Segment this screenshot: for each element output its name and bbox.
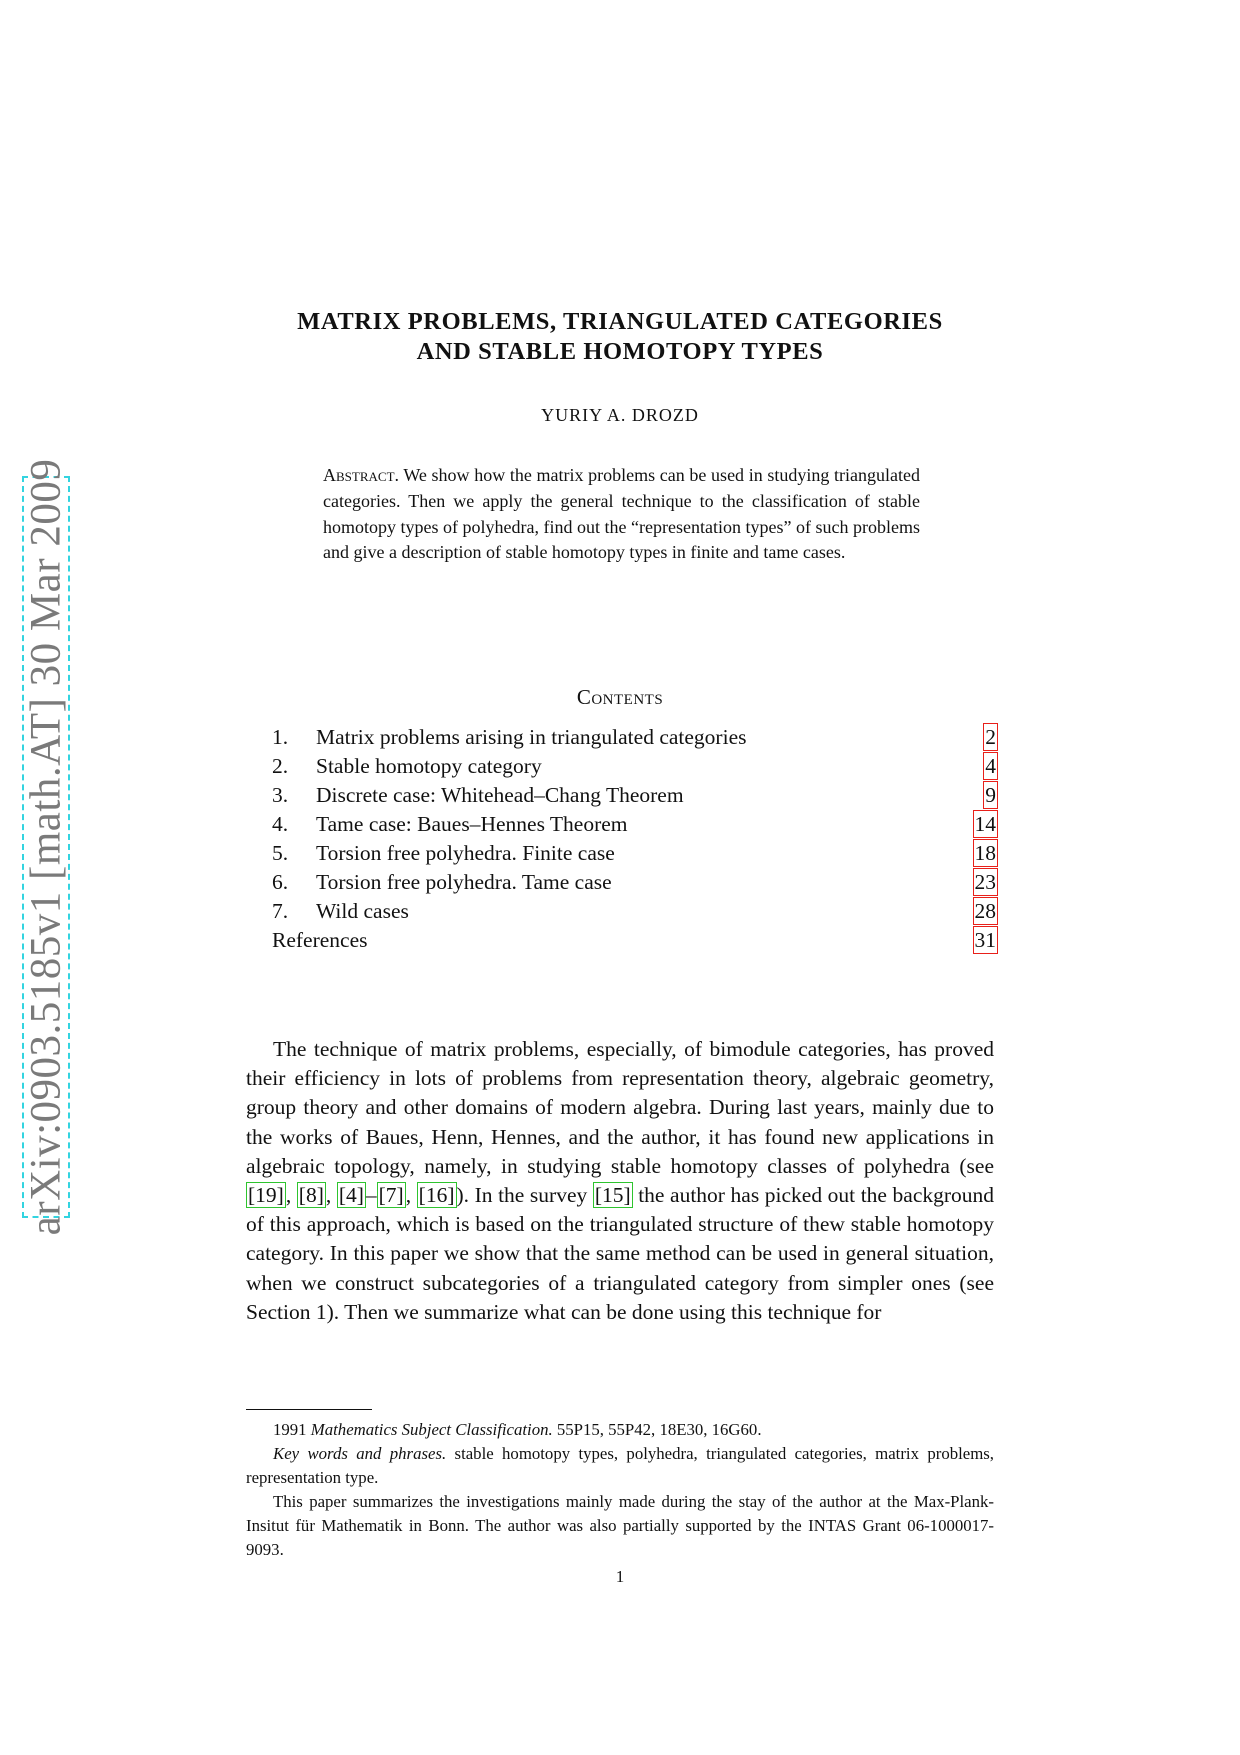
contents-heading: Contents (576, 685, 664, 709)
abstract-label: Abstract. (323, 465, 400, 485)
page-number: 1 (615, 1567, 625, 1586)
toc-page-link[interactable]: 28 (974, 899, 996, 923)
msc-codes: 55P15, 55P42, 18E30, 16G60. (552, 1420, 762, 1439)
citation-link[interactable]: [15] (594, 1183, 631, 1208)
toc-page-link[interactable]: 2 (985, 725, 996, 749)
toc-entry-number: 4. (272, 812, 289, 836)
separator: – (365, 1183, 377, 1208)
intro-text: ). In the survey (456, 1183, 593, 1208)
intro-text: The technique of matrix problems, especially, of bimodule categories, has proved their efficiency in lots of problems from representation theory, algebraic geometry, group theory and other domains of modern algebra. During last years, mainly due to the works of Baues, Henn, Hennes, and the author, it has found new applications in algebraic topology, namely, in studying stable homotopy classes of polyhedra (see (246, 1037, 994, 1178)
toc-entry-number: 3. (272, 783, 289, 807)
toc-entry-number: 7. (272, 899, 289, 923)
intro-paragraph (246, 1035, 994, 1327)
toc-entry[interactable] (272, 783, 998, 811)
toc-entry-number: 1. (272, 725, 289, 749)
toc-entry-title: Discrete case: Whitehead–Chang Theorem (316, 783, 684, 807)
toc-entry-number: 6. (272, 870, 289, 894)
toc-entry-title: Tame case: Baues–Hennes Theorem (316, 812, 628, 836)
toc-entry[interactable] (272, 725, 998, 753)
toc-entry-references[interactable] (272, 928, 998, 956)
footnote-msc (246, 1418, 994, 1442)
abstract-text: We show how the matrix problems can be used in studying triangulated categories. Then we apply the general technique to the classification of stable homotopy types of polyhedra, find out the “representation types” of such problems and give a description of stable homotopy types in finite and tame cases. (323, 465, 920, 563)
footnote-rule (246, 1409, 372, 1410)
separator: , (405, 1183, 417, 1208)
footnote-acknowledgement: This paper summarizes the investigations mainly made during the stay of the author at the Max-Plank-Insitut für Mathematik in Bonn. The author was also partially supported by the INTAS Grant 06-1000017-9093. (246, 1492, 994, 1559)
toc-page-link[interactable]: 4 (985, 754, 996, 778)
footnote-keywords (246, 1442, 994, 1490)
toc-entry[interactable] (272, 812, 998, 840)
toc-entry[interactable] (272, 754, 998, 782)
toc-page-link[interactable]: 9 (985, 783, 996, 807)
toc-references-title: References (272, 928, 368, 952)
paper-title-line-2: AND STABLE HOMOTOPY TYPES (416, 338, 824, 365)
toc-page-link[interactable]: 31 (974, 928, 996, 952)
citation-link[interactable]: [19] (248, 1183, 284, 1208)
toc-entry-title: Matrix problems arising in triangulated categories (316, 725, 747, 749)
keywords-label: Key words and phrases. (273, 1444, 447, 1463)
intro-text: the author has picked out the background of this approach, which is based on the triangulated structure of thew stable homotopy category. In this paper we show that the same method can be used in general situation, when we construct subcategories of a triangulated category from simpler ones (see Section 1). Then we summarize what can be done using this technique for (246, 1183, 995, 1324)
arxiv-identifier-stamp[interactable] (22, 458, 70, 1236)
paper-title-line-1: MATRIX PROBLEMS, TRIANGULATED CATEGORIES (297, 308, 943, 335)
toc-page-link[interactable]: 23 (974, 870, 996, 894)
toc-entry-number: 2. (272, 754, 289, 778)
separator: , (325, 1183, 337, 1208)
citation-link[interactable]: [8] (298, 1183, 324, 1208)
separator: , (285, 1183, 297, 1208)
arxiv-identifier-text: arXiv:0903.5185v1 [math.AT] 30 Mar 2009 (22, 458, 70, 1236)
msc-year: 1991 (273, 1420, 311, 1439)
citation-link[interactable]: [16] (418, 1183, 455, 1208)
toc-page-link[interactable]: 18 (974, 841, 996, 865)
toc-page-link[interactable]: 14 (974, 812, 996, 836)
msc-label: Mathematics Subject Classification. (310, 1420, 553, 1439)
author-name: YURIY A. DROZD (541, 405, 699, 425)
toc-entry[interactable] (272, 841, 998, 869)
toc-entry-title: Torsion free polyhedra. Finite case (316, 841, 615, 865)
toc-entry-title: Torsion free polyhedra. Tame case (316, 870, 612, 894)
citation-link[interactable]: [7] (378, 1183, 404, 1208)
toc-entry-title: Stable homotopy category (316, 754, 542, 778)
citation-link[interactable]: [4] (338, 1183, 364, 1208)
keywords-text: stable homotopy types, polyhedra, triangulated categories, matrix problems, representation type. (246, 1444, 994, 1487)
abstract (323, 463, 920, 566)
toc-entry-number: 5. (272, 841, 289, 865)
toc-entry-title: Wild cases (316, 899, 409, 923)
toc-entry[interactable] (272, 899, 998, 927)
toc-entry[interactable] (272, 870, 998, 898)
